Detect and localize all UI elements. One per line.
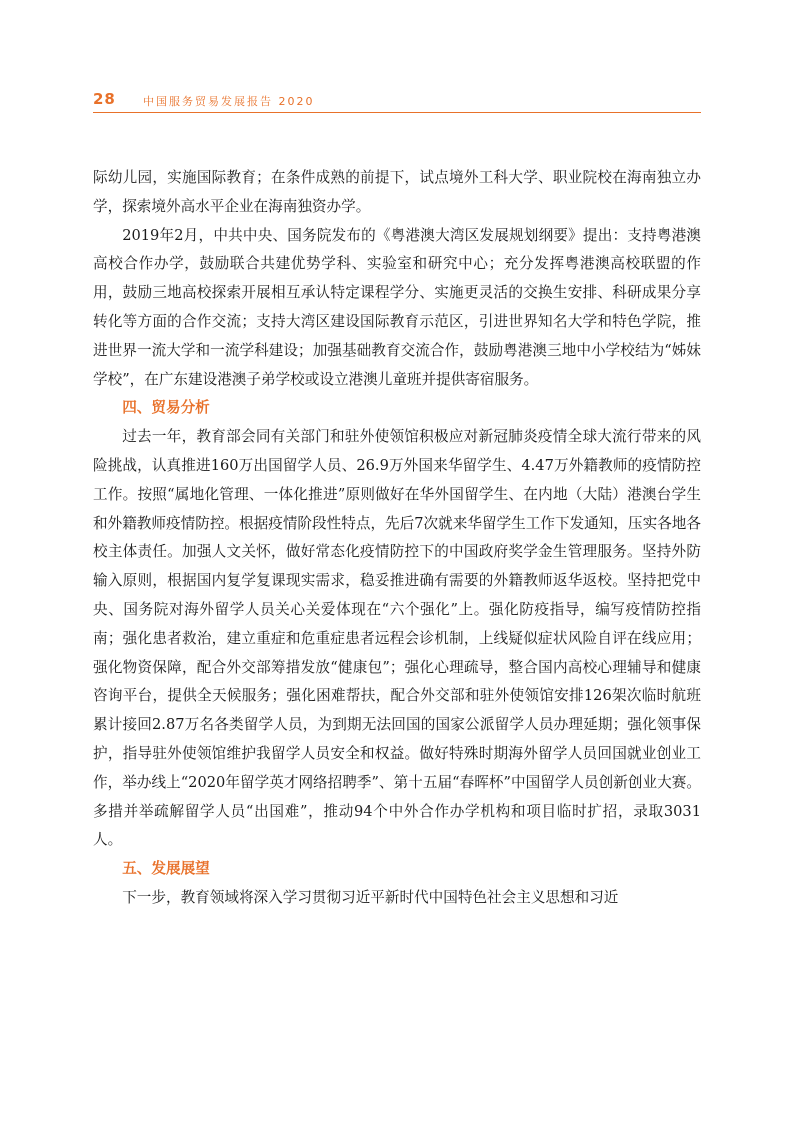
paragraph-continued: 际幼儿园，实施国际教育；在条件成熟的前提下，试点境外工科大学、职业院校在海南独立办学，探索境外高水平企业在海南独资办学。 — [93, 169, 701, 215]
page-header — [93, 90, 701, 118]
page-number: 28 — [93, 90, 116, 108]
paragraph-trade-analysis: 过去一年，教育部会同有关部门和驻外使领馆积极应对新冠肺炎疫情全球大流行带来的风险挑战，认真推进160万出国留学人员、26.9万外国来华留学生、4.47万外籍教师的疫情防控工作。按照“属地化管理、一体化推进”原则做好在华外国留学生、在内地（大陆）港澳台学生和外籍教师疫情防控。根据疫情阶段性特点，先后7次就来华留学生工作下发通知，压实各地各校主体责任。加强人文关怀，做好常态化疫情防控下的中国政府奖学金生管理服务。坚持外防输入原则，根据国内复学复课现实需求，稳妥推进确有需要的外籍教师返华返校。坚持把党中央、国务院对海外留学人员关心关爱体现在“六个强化”上。强化防疫指导，编写疫情防控指南；强化患者救治，建立重症和危重症患者远程会诊机制，上线疑似症状风险自评在线应用；强化物资保障，配合外交部筹措发放“健康包”；强化心理疏导，整合国内高校心理辅导和健康咨询平台，提供全天候服务；强化困难帮扶，配合外交部和驻外使领馆安排126架次临时航班累计接回2.87万名各类留学人员，为到期无法回国的国家公派留学人员办理延期；强化领事保护，指导驻外使领馆维护我留学人员安全和权益。做好特殊时期海外留学人员回国就业创业工作，举办线上“2020年留学英才网络招聘季”、第十五届“春晖杯”中国留学人员创新创业大赛。多措并举疏解留学人员“出国难”，推动94个中外合作办学机构和项目临时扩招，录取3031人。 — [93, 428, 701, 849]
section-heading-trade-analysis: 四、贸易分析 — [122, 399, 210, 417]
body-text — [93, 164, 701, 913]
paragraph-outlook: 下一步，教育领域将深入学习贯彻习近平新时代中国特色社会主义思想和习近 — [122, 888, 619, 906]
section-heading-outlook: 五、发展展望 — [122, 860, 210, 878]
paragraph-gba-plan: 2019年2月，中共中央、国务院发布的《粤港澳大湾区发展规划纲要》提出：支持粤港澳高校合作办学，鼓励联合共建优势学科、实验室和研究中心；充分发挥粤港澳高校联盟的作用，鼓励三地高校探索开展相互承认特定课程学分、实施更灵活的交换生安排、科研成果分享转化等方面的合作交流；支持大湾区建设国际教育示范区，引进世界知名大学和特色学院，推进世界一流大学和一流学科建设；加强基础教育交流合作，鼓励粤港澳三地中小学校结为“姊妹学校”，在广东建设港澳子弟学校或设立港澳儿童班并提供寄宿服务。 — [93, 226, 701, 388]
header-rule — [93, 112, 701, 113]
report-title: 中国服务贸易发展报告 2020 — [143, 95, 315, 108]
